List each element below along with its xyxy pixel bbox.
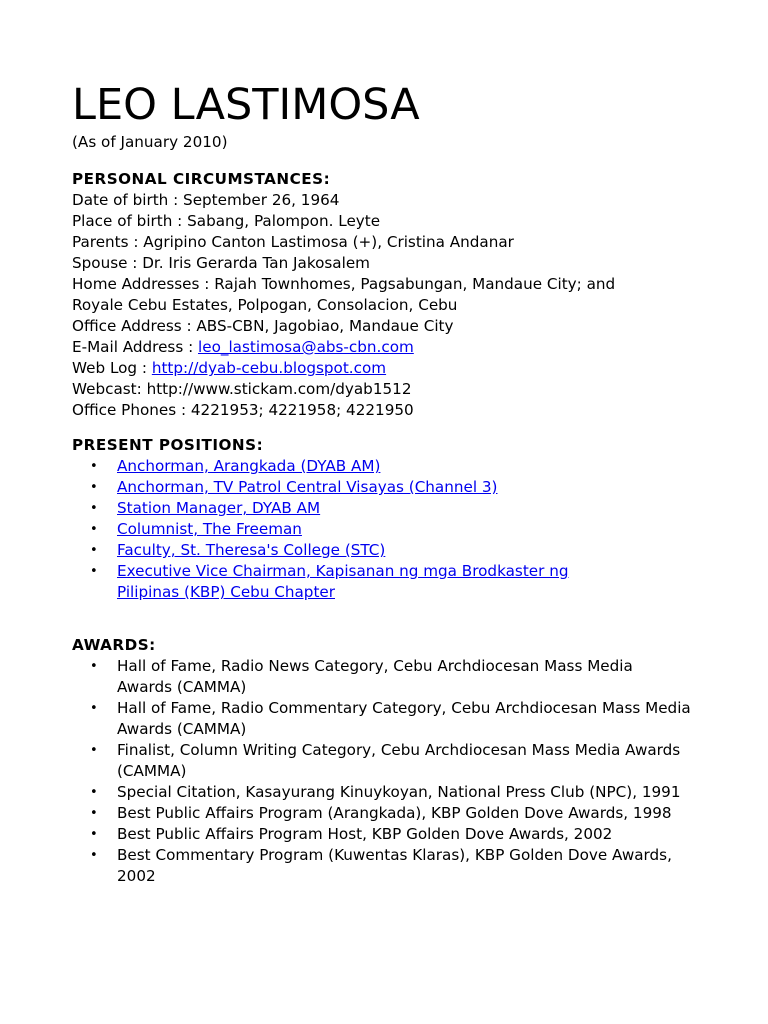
award-text: Best Public Affairs Program (Arangkada), KBP Golden Dove Awards, 1998 bbox=[117, 804, 672, 822]
list-item bbox=[72, 740, 692, 782]
home-address-line-1: Home Addresses : Rajah Townhomes, Pagsabungan, Mandaue City; and bbox=[72, 275, 616, 293]
list-item bbox=[72, 540, 732, 561]
bullet-icon: • bbox=[90, 501, 98, 516]
list-item bbox=[72, 803, 692, 824]
bullet-icon: • bbox=[90, 659, 98, 674]
personal-circumstances-heading: PERSONAL CIRCUMSTANCES: bbox=[72, 170, 331, 188]
page-title: LEO LASTIMOSA bbox=[72, 80, 420, 130]
bullet-icon: • bbox=[90, 743, 98, 758]
webcast: Webcast: http://www.stickam.com/dyab1512 bbox=[72, 380, 412, 398]
email-label: E-Mail Address : bbox=[72, 338, 199, 356]
list-item bbox=[72, 656, 692, 698]
position-link[interactable]: Executive Vice Chairman, Kapisanan ng mga Brodkaster ng Pilipinas (KBP) Cebu Chapter bbox=[117, 562, 569, 601]
list-item bbox=[72, 456, 732, 477]
list-item bbox=[72, 477, 732, 498]
email-link[interactable]: leo_lastimosa@abs-cbn.com bbox=[198, 338, 414, 356]
bullet-icon: • bbox=[90, 701, 98, 716]
positions-list bbox=[72, 456, 732, 603]
office-phones: Office Phones : 4221953; 4221958; 4221950 bbox=[72, 401, 414, 419]
document-page bbox=[72, 78, 732, 887]
bullet-icon: • bbox=[90, 827, 98, 842]
bullet-icon: • bbox=[90, 785, 98, 800]
email-row bbox=[72, 337, 732, 358]
weblog-label: Web Log : bbox=[72, 359, 152, 377]
position-link[interactable]: Anchorman, TV Patrol Central Visayas (Channel 3) bbox=[117, 478, 498, 496]
as-of-date: (As of January 2010) bbox=[72, 133, 228, 151]
award-text: Hall of Fame, Radio News Category, Cebu Archdiocesan Mass Media Awards (CAMMA) bbox=[117, 657, 633, 696]
list-item bbox=[72, 561, 732, 603]
home-address-line-2: Royale Cebu Estates, Polpogan, Consolacion, Cebu bbox=[72, 296, 458, 314]
award-text: Best Commentary Program (Kuwentas Klaras), KBP Golden Dove Awards, 2002 bbox=[117, 846, 672, 885]
weblog-row bbox=[72, 358, 732, 379]
award-text: Finalist, Column Writing Category, Cebu Archdiocesan Mass Media Awards (CAMMA) bbox=[117, 741, 681, 780]
awards-list bbox=[72, 656, 732, 887]
position-link[interactable]: Station Manager, DYAB AM bbox=[117, 499, 321, 517]
spouse: Spouse : Dr. Iris Gerarda Tan Jakosalem bbox=[72, 254, 370, 272]
list-item bbox=[72, 498, 732, 519]
award-text: Hall of Fame, Radio Commentary Category, Cebu Archdiocesan Mass Media Awards (CAMMA) bbox=[117, 699, 691, 738]
position-link[interactable]: Anchorman, Arangkada (DYAB AM) bbox=[117, 457, 381, 475]
list-item bbox=[72, 698, 692, 740]
parents: Parents : Agripino Canton Lastimosa (+), Cristina Andanar bbox=[72, 233, 514, 251]
list-item bbox=[72, 845, 692, 887]
list-item bbox=[72, 782, 692, 803]
bullet-icon: • bbox=[90, 543, 98, 558]
office-address: Office Address : ABS-CBN, Jagobiao, Mandaue City bbox=[72, 317, 454, 335]
bullet-icon: • bbox=[90, 459, 98, 474]
award-text: Best Public Affairs Program Host, KBP Golden Dove Awards, 2002 bbox=[117, 825, 613, 843]
list-item bbox=[72, 824, 692, 845]
award-text: Special Citation, Kasayurang Kinuykoyan, National Press Club (NPC), 1991 bbox=[117, 783, 681, 801]
bullet-icon: • bbox=[90, 522, 98, 537]
present-positions-heading: PRESENT POSITIONS: bbox=[72, 436, 264, 454]
bullet-icon: • bbox=[90, 806, 98, 821]
weblog-link[interactable]: http://dyab-cebu.blogspot.com bbox=[151, 359, 387, 377]
position-link[interactable]: Faculty, St. Theresa's College (STC) bbox=[117, 541, 386, 559]
bullet-icon: • bbox=[90, 848, 98, 863]
bullet-icon: • bbox=[90, 564, 98, 579]
list-item bbox=[72, 519, 732, 540]
date-of-birth: Date of birth : September 26, 1964 bbox=[72, 191, 340, 209]
position-link[interactable]: Columnist, The Freeman bbox=[117, 520, 302, 538]
bullet-icon: • bbox=[90, 480, 98, 495]
place-of-birth: Place of birth : Sabang, Palompon. Leyte bbox=[72, 212, 381, 230]
awards-heading: AWARDS: bbox=[72, 636, 156, 654]
